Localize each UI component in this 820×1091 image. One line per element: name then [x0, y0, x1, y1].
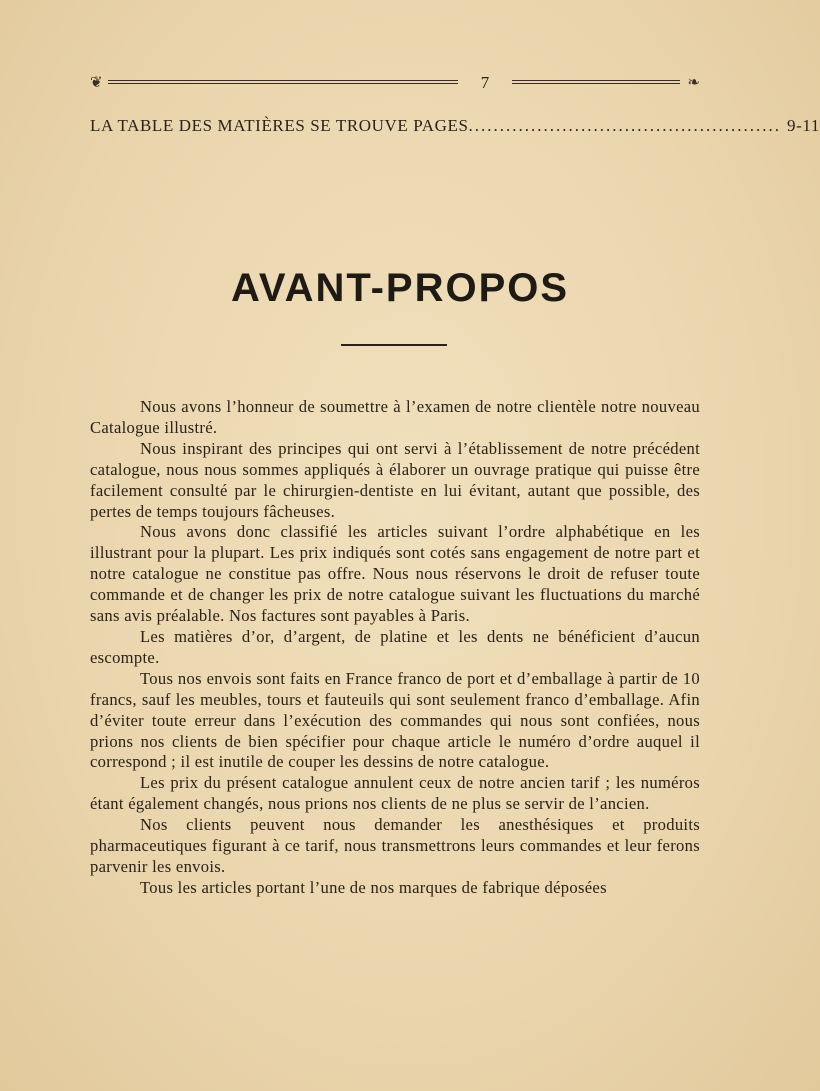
toc-dot-leader: ..................................................: [468, 116, 782, 135]
paragraph: Les prix du présent catalogue annulent ceux de notre ancien tarif ; les numéros étant également changés, nous prions nos clients de ne plus se servir de l’ancien.: [90, 773, 700, 814]
foreword-body: [90, 397, 700, 899]
header-rule-left: [108, 80, 458, 84]
fleuron-right-icon: ❧: [687, 75, 700, 91]
paragraph: Nous inspirant des principes qui ont servi à l’établissement de notre précédent catalogue, nous nous sommes appliqués à élaborer un ouvrage pratique qui puisse être facilement consulté par le chirurgien-dentiste en lui évitant, autant que possible, des pertes de temps toujours fâcheuses.: [90, 438, 700, 521]
header-rule-right: [512, 80, 680, 84]
paragraph: Les matières d’or, d’argent, de platine et les dents ne bénéficient d’aucun escompte.: [90, 626, 700, 667]
toc-reference: [90, 116, 820, 136]
page-header: [90, 72, 700, 94]
title-underline: [341, 344, 447, 346]
toc-reference-text: LA TABLE DES MATIÈRES SE TROUVE PAGES: [90, 116, 469, 135]
fleuron-left-icon: ❦: [90, 75, 103, 91]
toc-page-range: 9-11: [787, 116, 820, 135]
paragraph: Tous nos envois sont faits en France franco de port et d’emballage à partir de 10 francs, sauf les meubles, tours et fauteuils qui sont seulement franco d’emballage. Afin d’éviter toute erreur dans l’exécution des commandes qui nous sont confiées, nous prions nos clients de bien spécifier pour chaque article le numéro d’ordre auquel il correspond ; il est inutile de couper les dessins de notre catalogue.: [90, 668, 700, 772]
paragraph: Nos clients peuvent nous demander les anesthésiques et produits pharmaceutiques figurant à ce tarif, nous transmettrons leurs commandes et leur ferons parvenir les envois.: [90, 815, 700, 876]
paragraph: Nous avons l’honneur de soumettre à l’examen de notre clientèle notre nouveau Catalogue illustré.: [90, 397, 700, 437]
page-number: 7: [480, 73, 490, 92]
paragraph: Nous avons donc classifié les articles suivant l’ordre alphabétique en les illustrant pour la plupart. Les prix indiqués sont cotés sans engagement de notre part et notre catalogue ne constitue pas offre. Nous nous réservons le droit de refuser toute commande et de changer les prix de notre catalogue suivant les fluctuations du marché sans avis préalable. Nos factures sont payables à Paris.: [90, 522, 700, 626]
paragraph: Tous les articles portant l’une de nos marques de fabrique déposées: [140, 877, 607, 897]
page-title: AVANT-PROPOS: [230, 266, 570, 310]
